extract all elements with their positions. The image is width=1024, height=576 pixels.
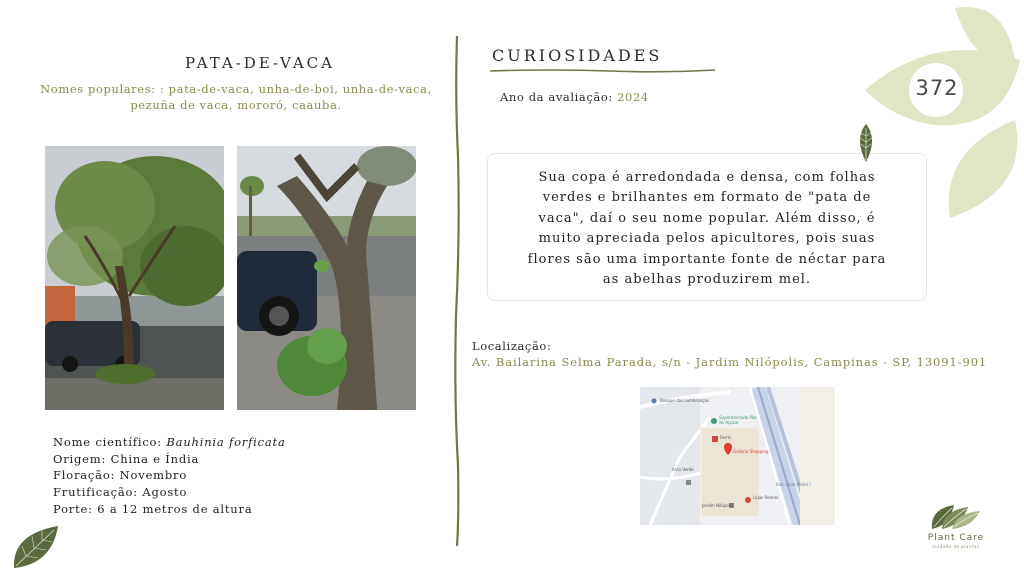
map-label-rodovia: Rod. Dom Pedro I	[776, 482, 811, 487]
tree-number: 372	[915, 76, 959, 100]
location-label: Localização:	[472, 339, 552, 353]
map-label-bosque: Bosque das Lembranças	[660, 398, 709, 403]
store-icon	[745, 497, 751, 503]
popular-names: Nomes populares: : pata-de-vaca, unha-de-boi, unha-de-vaca, pezuña de vaca, mororó, caauba.	[40, 82, 432, 112]
curiosities-title: CURIOSIDADES	[492, 46, 663, 65]
map-label-lojas: Lojas Renner	[753, 495, 779, 500]
decorative-leaves	[855, 0, 1024, 225]
origin: Origem: China e Índia	[53, 451, 200, 466]
map-label-jardim: Jardim Nilópolis	[702, 503, 733, 508]
flowering: Floração: Novembro	[53, 468, 188, 483]
shop-icon	[712, 436, 718, 442]
map-label-supermarket: Supermercado Pão de Açúcar	[719, 415, 757, 425]
bottom-leaf-icon	[12, 524, 60, 570]
brand-name: Plant Care	[927, 533, 985, 543]
scientific-name: Nome científico: Bauhinia forficata	[53, 435, 286, 449]
supermarket-pin-icon	[711, 418, 717, 424]
leaf-icon	[949, 120, 1018, 218]
fruiting: Frutificação: Agosto	[53, 485, 188, 500]
brand-tagline: cuidado de plantas	[932, 544, 980, 549]
tree-photo-2	[237, 146, 416, 410]
plant-care-logo-icon	[928, 503, 984, 531]
title-underline	[490, 68, 715, 74]
scientific-name-value: Bauhinia forficata	[166, 435, 286, 449]
evaluation-year: Ano da avaliação: 2024	[500, 90, 649, 104]
map-label-arco: Arco Verde	[672, 467, 694, 472]
vertical-divider	[452, 36, 462, 546]
location-address: Av. Bailarina Selma Parada, s/n - Jardim Nilópolis, Campinas - SP, 13091-901	[472, 355, 988, 369]
map-label-galleria: Galleria Shopping	[733, 449, 769, 454]
plant-details	[53, 434, 286, 518]
plant-title: PATA-DE-VACA	[184, 54, 335, 72]
small-leaf-icon	[856, 124, 876, 162]
location-map[interactable]	[640, 387, 835, 525]
curiosities-card: Sua copa é arredondada e densa, com folhas verdes e brilhantes em formato de "pata de vaca", daí o seu nome popular. Além disso, é muito apreciada pelos apicultores, pois suas flores são uma importante fonte de néctar para as abelhas produzirem mel.	[487, 153, 927, 301]
evaluation-year-value: 2024	[617, 90, 649, 104]
map-label-ferrin: Ferrin	[720, 435, 732, 440]
size: Porte: 6 a 12 metros de altura	[53, 501, 253, 516]
tree-photo-1	[45, 146, 224, 410]
